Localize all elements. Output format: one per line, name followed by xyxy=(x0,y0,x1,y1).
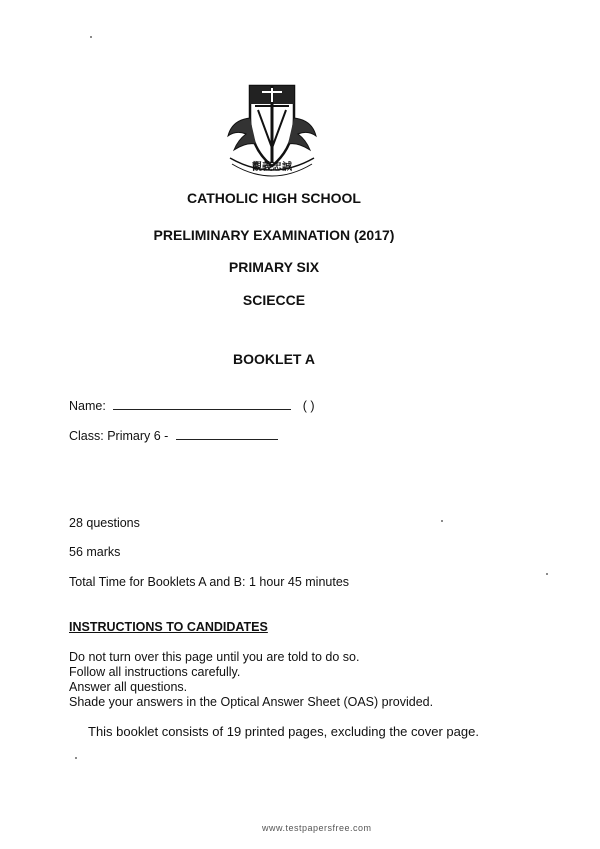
school-name: CATHOLIC HIGH SCHOOL xyxy=(187,190,361,206)
class-blank[interactable] xyxy=(176,429,278,440)
class-label: Class: Primary 6 - xyxy=(69,429,169,443)
class-row xyxy=(69,429,278,443)
instructions-list xyxy=(69,650,433,710)
instruction-item: Do not turn over this page until you are told to do so. xyxy=(69,650,360,664)
instruction-item: Follow all instructions carefully. xyxy=(69,665,241,679)
instruction-item: Shade your answers in the Optical Answer Sheet (OAS) provided. xyxy=(69,695,434,709)
scan-speck xyxy=(441,520,443,522)
scan-speck xyxy=(75,757,77,759)
total-marks: 56 marks xyxy=(69,545,121,559)
total-time: Total Time for Booklets A and B: 1 hour 45 minutes xyxy=(69,575,350,589)
page-count-note: This booklet consists of 19 printed pages, excluding the cover page. xyxy=(88,724,479,739)
booklet-title: BOOKLET A xyxy=(233,351,315,367)
watermark: www.testpapersfree.com xyxy=(262,823,372,833)
svg-text:觀義忠誠: 觀義忠誠 xyxy=(252,162,292,173)
subject-title: SCIECCE xyxy=(242,292,306,308)
name-blank[interactable] xyxy=(113,399,291,410)
question-count: 28 questions xyxy=(69,516,140,530)
instructions-heading: INSTRUCTIONS TO CANDIDATES xyxy=(69,620,268,634)
school-crest-logo xyxy=(222,78,322,188)
register-number-paren: ( ) xyxy=(302,399,315,413)
name-label: Name: xyxy=(69,399,106,413)
scan-speck xyxy=(546,573,548,575)
level-title: PRIMARY SIX xyxy=(228,259,320,275)
exam-title: PRELIMINARY EXAMINATION (2017) xyxy=(153,227,395,243)
scan-speck xyxy=(90,36,92,38)
name-row xyxy=(69,399,315,413)
instruction-item: Answer all questions. xyxy=(69,680,188,694)
